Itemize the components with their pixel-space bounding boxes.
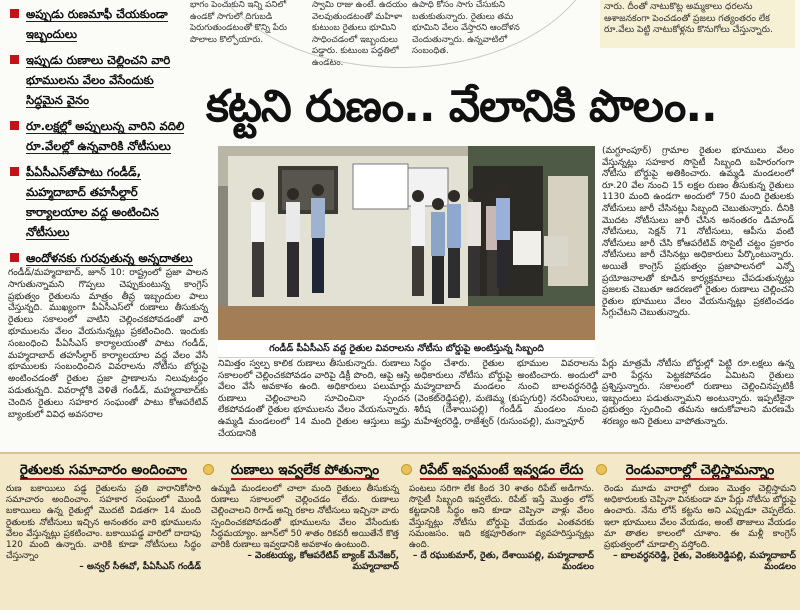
- lead-article-text: గండీడ్/మహ్మదాబాద్, జూన్ 10: రాష్ట్రంలో ప్రజా పాలన సాగుతున్నామని గొప్పలు చెప్పుకుంటున్న కాంగ్రెస్ ప్రభుత్వం రైతులను మాత్రం తీవ్ర ఇబ్బందుల పాలు చేస్తున్నది. ముఖ్యంగా పీఏసీఎస్‌లో రుణాలు తీసుకున్న రైతులు సకాలంలో వాటిని చెల్లించకపోవడంతో వారి భూములను వేలం వేయనున్నట్లు ప్రకటించింది. ఇందుకు సంబంధించి పీఏసీఎస్ కార్యాలయంతో పాటు గండీడ్, మహ్మదాబాద్ తహసీల్దార్ కార్యాలయాల వద్ద వేలం వేసే భూములకు సంబంధించిన వివరాలను నోటీసు బోర్డుపై అంటించడంతో రైతుల ప్రజా ప్రాణాలను నిలువుటద్దం పడుతున్నది. వివరాల్లోకి వెళితే గండీడ్, మహ్మదాబాద్‌కు చెందిన రైతులు సహకార సంఘంతో పాటు కోఆపరేటివ్ బ్యాంకులో వివిధ అవసరాల: [8, 268, 208, 420]
- quote-attribution: – బాలవర్ధనరెడ్డి, రైతు, వెంకటరెడ్డిపల్లి, మహ్మదాబాద్ మండలం: [613, 551, 796, 573]
- page-headline: కట్టని రుణం.. వేలానికి పొలం..: [206, 81, 717, 132]
- quote-text: రెండు మూడు వారాల్లో రుణం మొత్తం చెల్లిస్తామని అధికారులకు చెప్పినా వినకుండా మా పేర్లు నోటీసు బోర్డుపై ఉంచారు. నేను లోన్ కట్టను అని ఎప్పుడూ చెప్పలేదు. ఇలా భూములు వేలం వేయడం, అంటే తాజాలు వేయడం మా తాతల కాలంలో చూశాం. ఈ మళ్లీ కాంగ్రెస్ ప్రభుత్వంలో చూడాల్సి వస్తోంది.: [604, 484, 796, 551]
- bullet-item: [8, 50, 193, 110]
- quote-text: పంటలు సరిగా లేక కింద 30 శాతం రిపేట్ అడిగాను. సొసైటీ సిబ్బంది ఇవ్వలేదు. రిపేట్ ఇస్తే మొత్తం లోన్ కట్టడానికి సిద్ధం అని కూడా చెప్పినా వాళ్లు వేలం వేస్తున్నట్లు నోటీసు బోర్డుపై వేయడం ఎంతవరకు సమంజసం. ఇది కక్షపూరితంగా వ్యవహరిస్తున్నట్లు ఉంది.: [409, 484, 594, 551]
- quote-text: రుణ బకాయిలు పడ్డ రైతులను ప్రతి వారానికోసారి సమాచారం అందించాం. సహకార సంఘంలో మొండి బకాయిలు ఉన్న రైతుల్లో మొదటి విడతగా 14 మంది రైతులకు నోటీసులు ఇచ్చిన అనంతరం వారి భూములను వేలం వేస్తున్నట్లు ప్రకటించాం. బకాయిపడ్డ వారిలో దాదాపు 120 మంది ఉన్నారు. వారికి కూడా నోటీసులు సిద్ధం చేస్తున్నాం: [6, 484, 201, 562]
- highlight-bullets: [8, 4, 193, 274]
- quote-heading: రిపేట్ ఇవ్వమంటే ఇవ్వడం లేదు: [419, 462, 584, 478]
- quote-heading: రుణాలు ఇవ్వలేక పోతున్నాం: [230, 462, 380, 478]
- top-article-col-2: స్వామి రాజు ఉంటే. ఉదయం వెలవుతుండటంతో మహిళా కుటుంబ రైతులు భూమిని సాధించడంలో ఇబ్బందులు పడ్డారు. కుటుంబ పద్దతిలో ఉండటం.: [312, 0, 408, 68]
- bullet-text: అప్పుడు రుణమాఫీ చేయకుండా ఇబ్బందులు: [26, 7, 168, 41]
- quote-column: [6, 460, 201, 606]
- bullet-item: [8, 248, 193, 268]
- bullet-marker: [10, 9, 19, 18]
- quote-heading: రైతులకు సమాచారం అందించాం: [19, 462, 188, 478]
- bullet-text: రూ.లక్షల్లో అప్పులున్న వారిని వదిలి రూ.వేలల్లో ఉన్నవారికి నోటీసులు: [26, 119, 185, 153]
- bullet-text: పీఏసీఎస్‌తోపాటు గండీడ్, మహ్మదాబాద్ తహసీల్దార్ కార్యాలయాల వద్ద అంటించిన నోటీసులు: [26, 165, 159, 239]
- bullet-marker: [10, 167, 19, 176]
- quote-attribution: – వెంకటయ్య, కోఆపరేటివ్ బ్యాంక్ మేనేజర్, మహ్మదాబాద్: [247, 551, 399, 573]
- article-column-2: నిమిత్తం స్వల్ప కాలిక రుణాలు తీసుకున్నారు. రుణాలు సకాలంలో చెల్లించకపోవడం వారిపై డిక్రీ పొంది, ఆపై ఆస్తి వేలం వేసే అవకాశం ఉంది. అధికారులు పలుమార్లు రుణాలు చెల్లించాలని సూచించినా స్పందన లేకపోవడంతో రైతుల భూములను వేలం వేయనున్నారు. ఉమ్మడి మండలంలో 14 మంది రైతుల ఆస్తులు జప్తు చేయడానికి: [218, 359, 410, 439]
- bullet-marker: [10, 253, 19, 262]
- bullet-item: [8, 4, 193, 44]
- bullet-marker: [10, 55, 19, 64]
- bullet-item: [8, 162, 193, 242]
- bullet-item: [8, 116, 193, 156]
- quote-column: [409, 460, 594, 606]
- right-column-text: (మగ్దూంపూర్) గ్రామాల రైతుల భూములు వేలం వేస్తున్నట్లు సహకార సొసైటీ సిబ్బంది బహిరంగంగా నోటీసు బోర్డుపై అతికించారు. ఉమ్మడి మండలంలో రూ.20 వేల నుంచి 15 లక్షల రుణం తీసుకున్న రైతులు 1130 మంది ఉండగా అందులో 750 మంది రైతులకు నోటీసులు జారీ చేసినట్లు సిబ్బంది చెబుతున్నారు. దీనికి మొదట నోటీసులు జారీ చేసిన అనంతరం డిమాండ్ నోటీసులు, సెక్షన్ 71 నోటీసులు, ఆపీసు వంటి నోటీసులు జారీ చేసి కోఆపరేటివ్ సొసైటీ చట్టం ప్రకారం నోటీసులు జారీ చేసినట్లు అధికారులు పేర్కొంటున్నారు. అయితే కాంగ్రెస్ ప్రభుత్వం ప్రజాపాలనలో ఎన్నో ప్రయోజనాలతో కూడిన కార్యక్రమాలు చేపడుతున్నట్లు ప్రజలకు చెబుతూ ఆదరణలో రైతుల రుణాలు చెల్లించని రైతుల భూములు వేలం వేయనున్నట్లు ప్రకటించడం సిగ్గుచేటని చెబుతున్నారు.: [602, 146, 794, 319]
- quotes-panel: [0, 452, 800, 610]
- bullet-text: ఆందోళనకు గురవుతున్న అన్నదాతలు: [26, 251, 193, 265]
- article-column-4: పేర్లు మాత్రమే నోటీసు బోర్డుల్లో పెట్టి రూ.లక్షలు ఉన్న వారి పేర్లను పెట్టకపోవడం ఏమిటని రైతులు ప్రశ్నిస్తున్నారు. సకాలంలో రుణాలు చెల్లించినప్పటికీ ఇబ్బందులు పడుతున్నామని అంటున్నారు. ఇప్పటికైనా ప్రభుత్వం స్పందించి తమను ఆదుకోవాలని మరణమే శరణ్యం అని రైతులు వాపోతున్నారు.: [602, 359, 794, 427]
- top-article-col-4: నారు. దీంతో నాటుకొట్ల అమ్మకాలు ధరలను ఆశాజనకంగా పెంచడంతో ప్రజలు గత్యంతరం లేక రూ.వేలు పెట్టి నాటుకోళ్లను కొనుగోలు చేస్తున్నారు.: [600, 0, 795, 48]
- top-article-col-1: భాగం పెంచుకుని ఇన్ని పనిలో ఉండకో సాగులో దిగుబడి పెరుగుతుండటంతో కొన్ని పేరు పొలాలు కొల్పోయారు.: [190, 0, 287, 45]
- bullet-marker: [10, 121, 19, 130]
- article-column-3: సిద్ధం చేశారు. రైతుల భూముల వివరాలను అధికారులు నోటీసు బోర్డుపై అంటించారు. అందులో మహ్మదాబాద్ మండలం నుంచి బాలవర్ధనరెడ్డి (వెంకట్‌రెడ్డిపల్లి), మణెమ్మ (కుప్పగుర్తి) నరసింహులు, శిరీష (దేశాయిపల్లి) గండీడ్ మండలం నుంచి మహేశ్వరరెడ్డి, రాజేశ్వర్ (రుసుంపల్లి), మన్నాపూర్: [414, 359, 598, 427]
- top-article-col-3: ఉపాధి కోసం సాగు చేసుకుని బతుకుతున్నారు. రైతులు తమ భూమిని వేలం వేస్తారని ఆందోళన చెందుతున్నారు. ఉన్నవాటిలో సంబంధిత.: [412, 0, 520, 56]
- news-photo: [218, 146, 595, 340]
- photo-caption: గండీడ్ పీఏసీఎస్ వద్ద రైతుల వివరాలను నోటీసు బోర్డుపై అంటిస్తున్న సిబ్బంది: [218, 340, 595, 358]
- quote-text: ఉమ్మడి మండలంలో చాలా మంది రైతులు తీసుకున్న రుణాలు సకాలంలో చెల్లించడం లేదు. రుణాలు చెల్లించాలని రిగాడ్ అన్ని రకాల నోటీసులు ఇచ్చినా వారు స్పందించకపోవడంతో భూములను వేలం వేసేందుకు సిద్ధమయ్యాం. జూన్‌లో 50 శాతం రికవరీ అయితేనే కొత్త వారికి రుణాలు ఇవ్వడానికి అవకాశం ఉంటుంది.: [211, 484, 399, 551]
- quote-column: [604, 460, 796, 606]
- quote-attribution: – దే రఘుకుమార్, రైతు, దేశాయిపల్లి, మహ్మదాబాద్ మండలం: [412, 551, 594, 573]
- news-photo-illustration: [218, 146, 595, 340]
- quote-heading: రెండువారాల్లో చెల్లిస్తామన్నాం: [625, 462, 775, 478]
- quote-attribution: – అన్వర్ సీఈవో, పీఏసీఎస్ గండీడ్: [79, 562, 201, 573]
- quote-column: [211, 460, 399, 606]
- bullet-text: ఇప్పుడు రుణాలు చెల్లించని వారి భూములను వేలం వేసేందుకు సిద్ధమైన వైనం: [26, 53, 171, 107]
